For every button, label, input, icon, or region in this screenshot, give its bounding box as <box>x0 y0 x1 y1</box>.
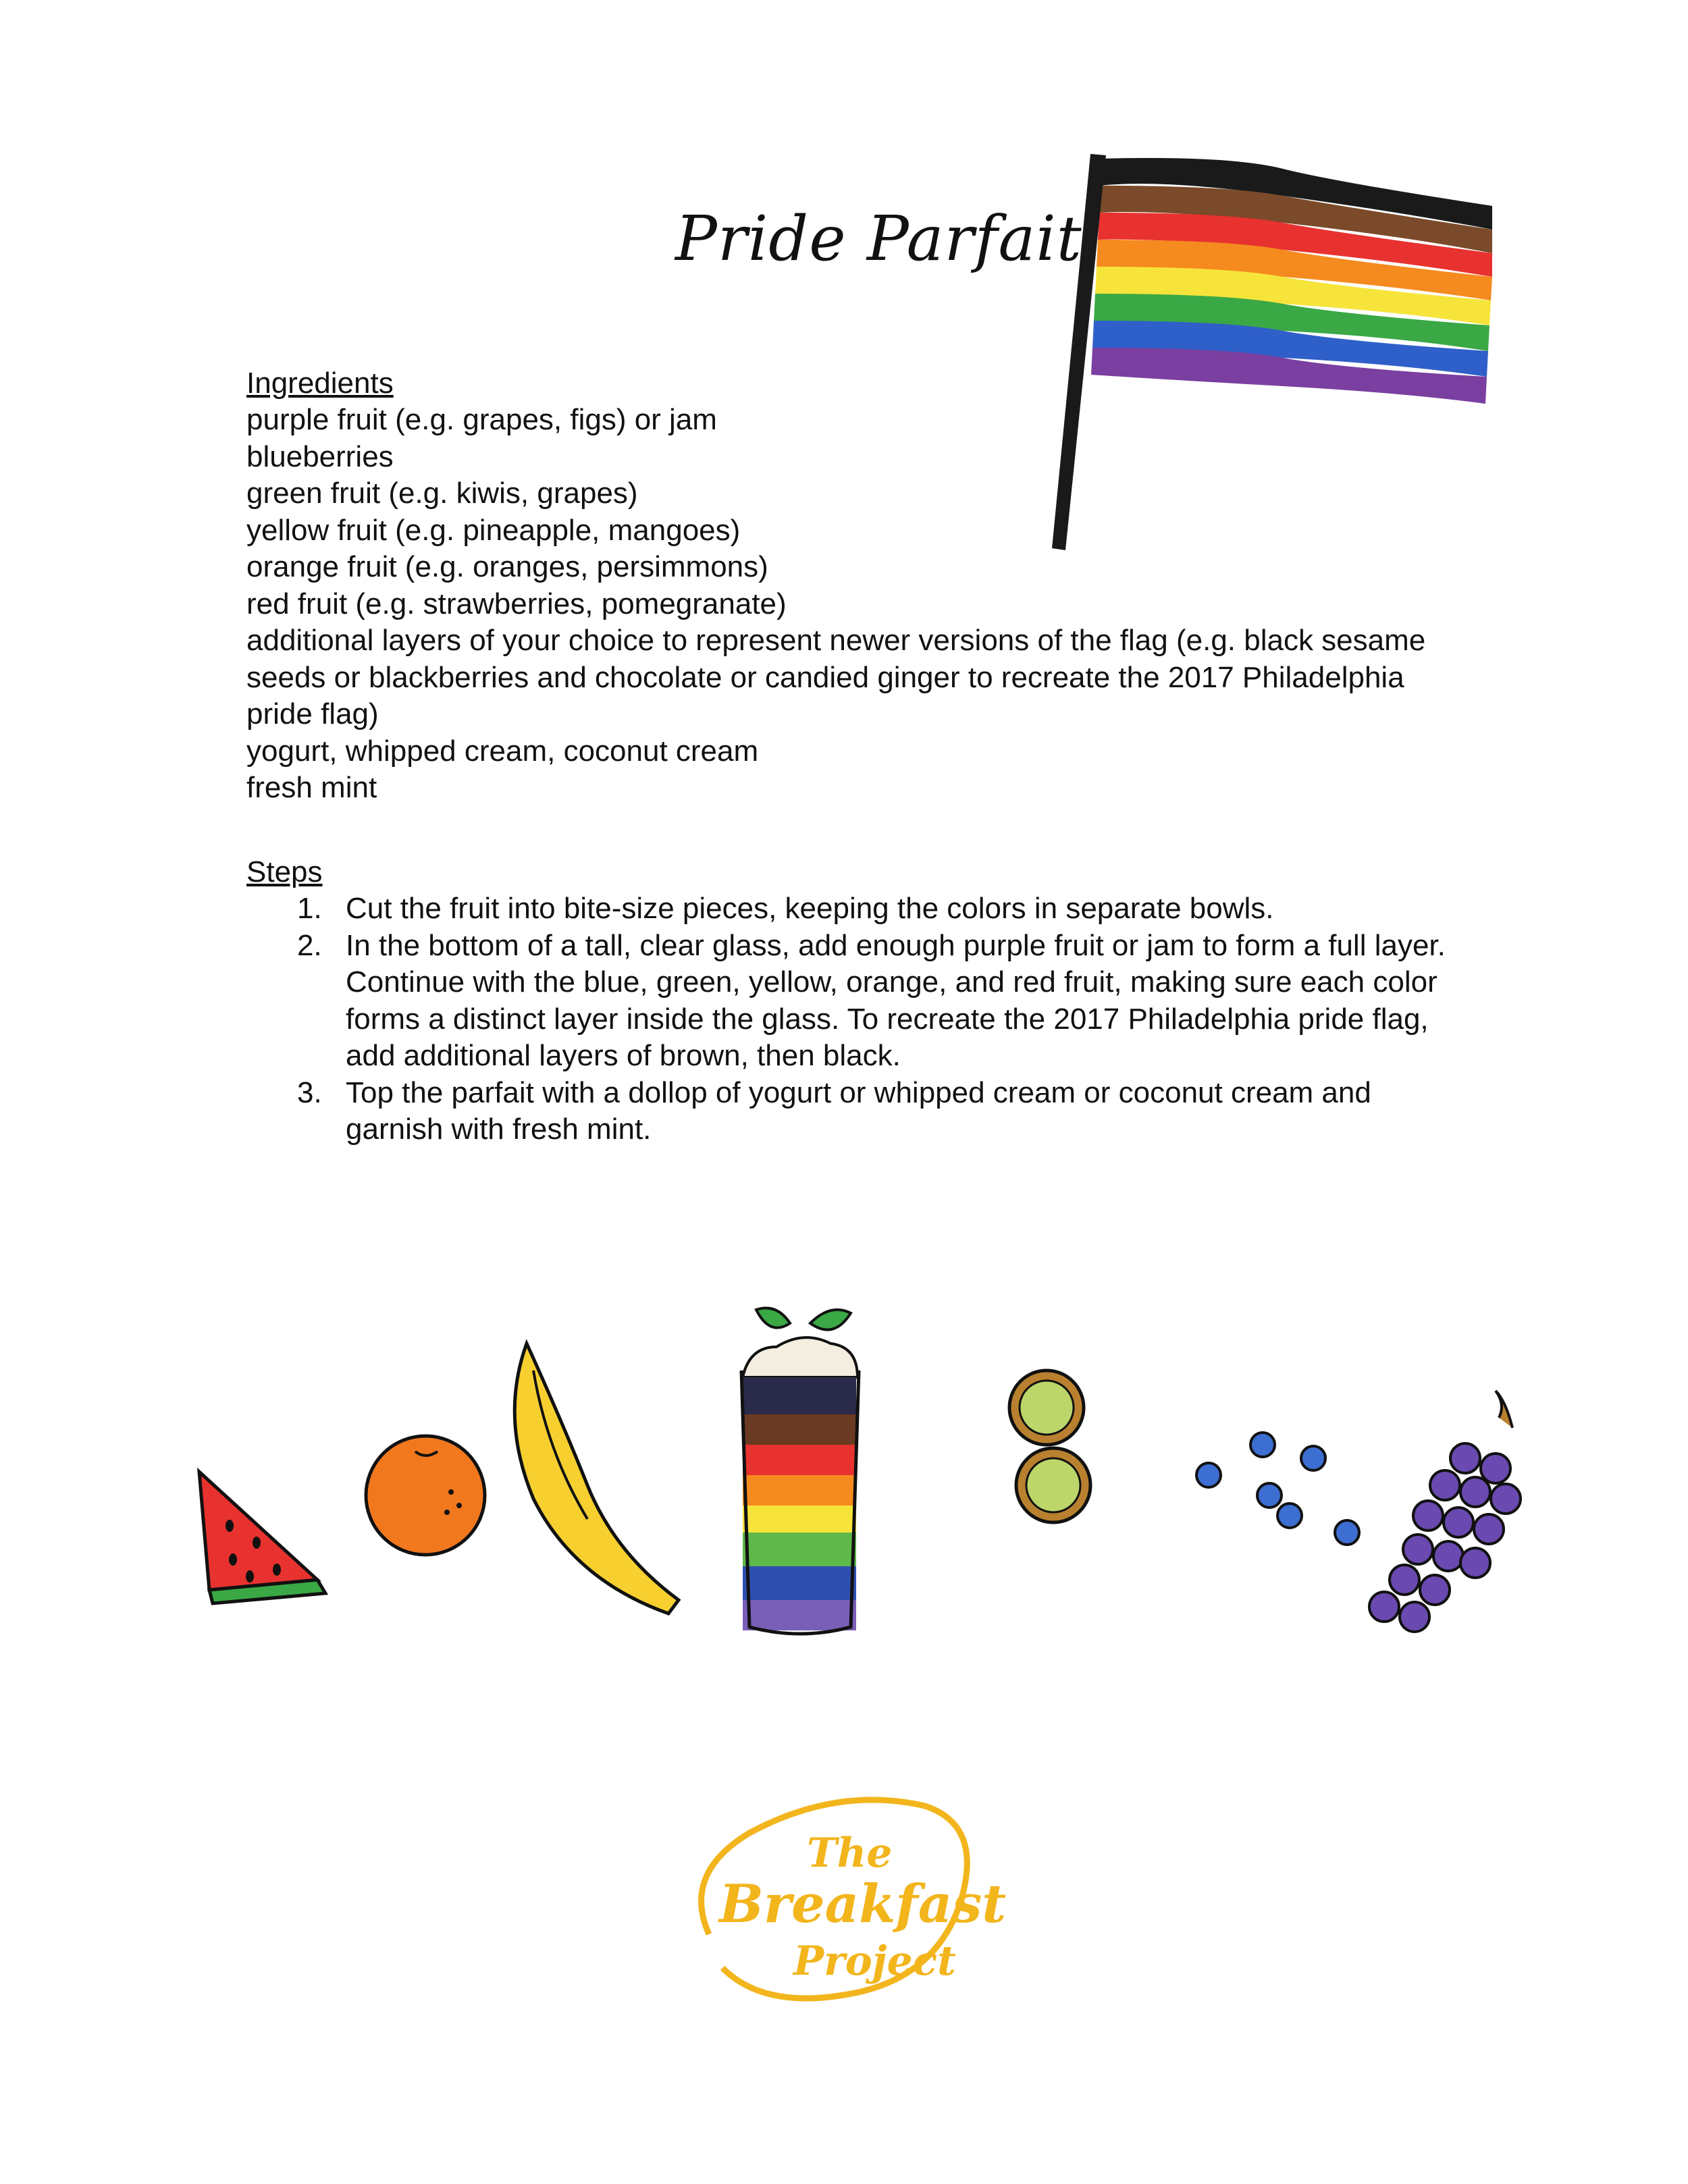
logo-text-breakfast: Breakfast <box>719 1873 1007 1935</box>
ingredient-item: orange fruit (e.g. oranges, persimmons) <box>246 550 768 583</box>
step-list <box>246 890 1448 1148</box>
page-title: Pride Parfait <box>675 203 1082 275</box>
parfait-glass-illustration <box>741 1308 859 1634</box>
ingredients-section <box>246 365 1448 807</box>
step-item <box>246 890 1448 928</box>
ingredient-item: fresh mint <box>246 771 377 804</box>
fruit-illustrations <box>182 1283 1533 1715</box>
logo-text-project: Project <box>793 1938 956 1985</box>
step-text: In the bottom of a tall, clear glass, add enough purple fruit or jam to form a full layer. Continue with the blue, green, yellow, orange, and red fruit, making sure each color forms a distinct layer inside the glass. To recreate the 2017 Philadelphia pride flag, add additional layers of brown, then black. <box>346 928 1446 1072</box>
ingredient-item: blueberries <box>246 440 394 473</box>
logo-text-the: The <box>807 1830 893 1877</box>
orange-illustration <box>366 1436 485 1555</box>
steps-section <box>246 854 1448 1148</box>
step-text: Top the parfait with a dollop of yogurt or whipped cream or coconut cream and garnish with fresh mint. <box>346 1075 1371 1146</box>
ingredient-item: additional layers of your choice to represent newer versions of the flag (e.g. black sesame seeds or blackberries and chocolate or candied ginger to recreate the 2017 Philadelphia pride flag) <box>246 624 1426 730</box>
step-item <box>246 1075 1448 1148</box>
step-number: 1. <box>297 892 322 925</box>
breakfast-project-logo <box>668 1792 1020 2015</box>
ingredients-heading: Ingredients <box>246 367 394 400</box>
grapes-illustration <box>1369 1391 1521 1632</box>
ingredient-item: yellow fruit (e.g. pineapple, mangoes) <box>246 513 741 547</box>
ingredient-item: yogurt, whipped cream, coconut cream <box>246 734 759 768</box>
ingredient-item: green fruit (e.g. kiwis, grapes) <box>246 477 638 510</box>
step-number: 2. <box>297 928 322 962</box>
ingredient-item: red fruit (e.g. strawberries, pomegranate) <box>246 587 787 620</box>
banana-illustration <box>515 1343 679 1614</box>
step-number: 3. <box>297 1075 322 1109</box>
steps-heading: Steps <box>246 855 323 888</box>
blueberries-illustration <box>1196 1433 1359 1545</box>
step-text: Cut the fruit into bite-size pieces, keeping the colors in separate bowls. <box>346 892 1274 925</box>
watermelon-illustration <box>199 1472 325 1603</box>
ingredient-item: purple fruit (e.g. grapes, figs) or jam <box>246 403 717 436</box>
step-item <box>246 928 1448 1075</box>
kiwi-slices-illustration <box>1009 1370 1090 1522</box>
